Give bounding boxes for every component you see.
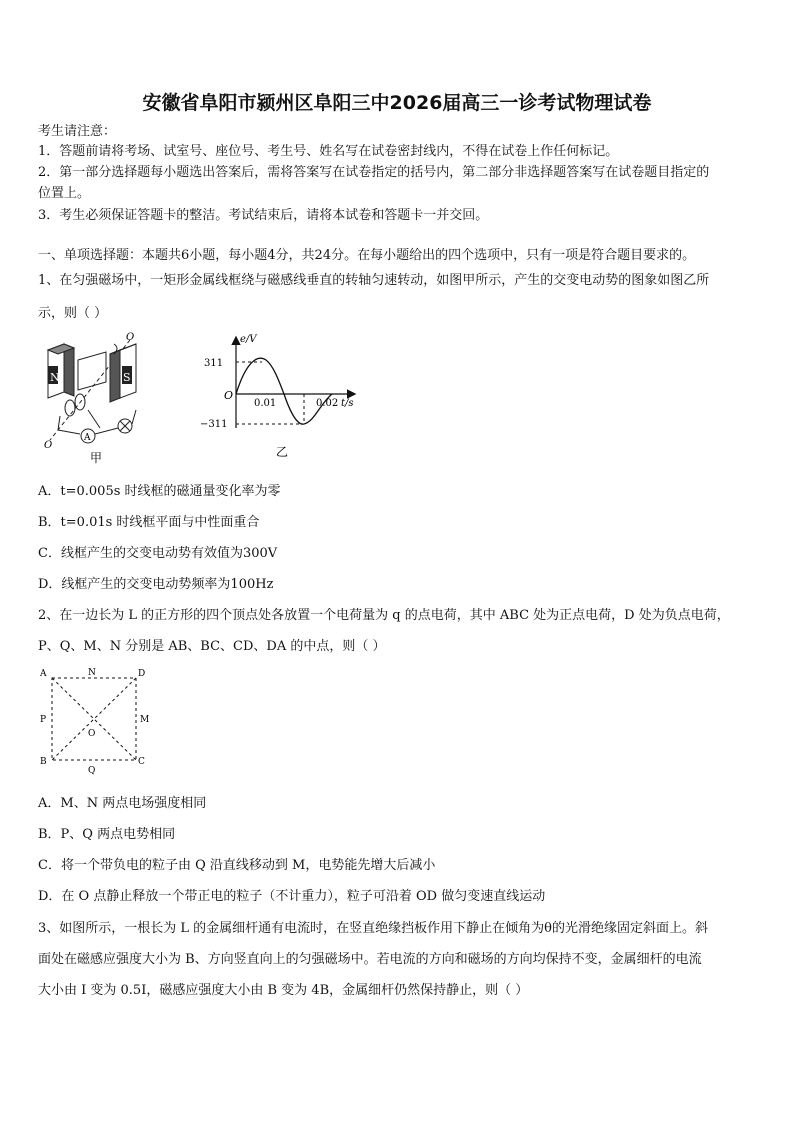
q3-stem: 3、如图所示，一根长为 L 的金属细杆通有电流时，在竖直绝缘挡板作用下静止在倾角为θ的光滑绝缘固定斜面上。斜 [38, 921, 708, 936]
q1-stem: 1、在匀强磁场中，一矩形金属线框绕与磁感线垂直的转轴匀速转动，如图甲所示，产生的交变电动势的图象如图乙所 [38, 273, 710, 288]
q2-option-a[interactable]: A．M、N 两点电场强度相同 [38, 796, 207, 811]
ytick-311: 311 [204, 358, 224, 369]
ylabel: e/V [240, 334, 257, 345]
vertex-b: B [40, 757, 47, 767]
fig-jia-caption: 甲 [90, 451, 103, 465]
notice-item-2-cont: 位置上。 [38, 186, 91, 201]
notice-item-3: 3．考生必须保证答题卡的整洁。考试结束后，请将本试卷和答题卡一并交回。 [38, 208, 489, 223]
q1-figure-jia [40, 330, 150, 465]
vertex-d: D [138, 669, 146, 679]
notice-item-1: 1．答题前请将考场、试室号、座位号、考生号、姓名写在试卷密封线内，不得在试卷上作任何标记。 [38, 144, 619, 159]
magnet-s-label: S [123, 371, 131, 384]
xlabel: t/s [341, 398, 354, 409]
section-header: 一、单项选择题：本题共6小题，每小题4分，共24分。在每小题给出的四个选项中，只有一项是符合题目要求的。 [38, 248, 696, 263]
emf-curve [236, 358, 332, 424]
fig-yi-caption: 乙 [276, 445, 289, 459]
axis-o-top: O [126, 332, 135, 343]
q2-square-figure [36, 664, 156, 776]
q1-stem-cont: 示，则（ ） [38, 306, 108, 321]
q2-stem: 2、在一边长为 L 的正方形的四个顶点处各放置一个电荷量为 q 的点电荷，其中 ABC 处为正点电荷，D 处为负点电荷， [38, 608, 730, 623]
q2-option-b[interactable]: B．P、Q 两点电势相同 [38, 827, 176, 842]
q3-stem-cont-1: 面处在磁感应强度大小为 B、方向竖直向上的匀强磁场中。若电流的方向和磁场的方向均保持不变，金属细杆的电流 [38, 952, 702, 967]
xtick-001: 0.01 [254, 398, 277, 409]
point-m: M [140, 715, 150, 725]
vertex-c: C [138, 757, 145, 767]
vertex-a: A [40, 669, 47, 679]
ytick-neg-311: −311 [200, 419, 228, 430]
ammeter-label: A [84, 433, 91, 443]
q1-option-c[interactable]: C．线框产生的交变电动势有效值为300V [38, 546, 278, 561]
axis-o-bottom: O [44, 440, 53, 451]
origin-label: O [224, 389, 234, 402]
magnet-n-label: N [50, 371, 60, 384]
q1-option-d[interactable]: D．线框产生的交变电动势频率为100Hz [38, 577, 274, 592]
notice-heading: 考生请注意： [38, 124, 117, 139]
q2-option-d[interactable]: D．在 O 点静止释放一个带正电的粒子（不计重力），粒子可沿着 OD 做匀变速直线运动 [38, 889, 546, 904]
q1-option-a[interactable]: A．t=0.005s 时线框的磁通量变化率为零 [38, 484, 281, 499]
q1-figure-yi [196, 328, 366, 463]
page-title: 安徽省阜阳市颍州区阜阳三中2026届高三一诊考试物理试卷 [142, 92, 652, 114]
point-q: Q [88, 766, 96, 776]
center-o: O [88, 729, 96, 739]
q1-option-b[interactable]: B．t=0.01s 时线框平面与中性面重合 [38, 515, 260, 530]
notice-item-2: 2．第一部分选择题每小题选出答案后，需将答案写在试卷指定的括号内，第二部分非选择题答案写在试卷题目指定的 [38, 165, 710, 180]
q2-option-c[interactable]: C．将一个带负电的粒子由 Q 沿直线移动到 M，电势能先增大后减小 [38, 858, 436, 873]
point-n: N [88, 668, 96, 678]
xtick-002: 0.02 [316, 398, 339, 409]
q2-stem-cont: P、Q、M、N 分别是 AB、BC、CD、DA 的中点，则（ ） [38, 639, 386, 654]
point-p: P [40, 715, 47, 725]
q3-stem-cont-2: 大小由 I 变为 0.5I，磁感应强度大小由 B 变为 4B，金属细杆仍然保持静止，则（ ） [38, 983, 529, 998]
